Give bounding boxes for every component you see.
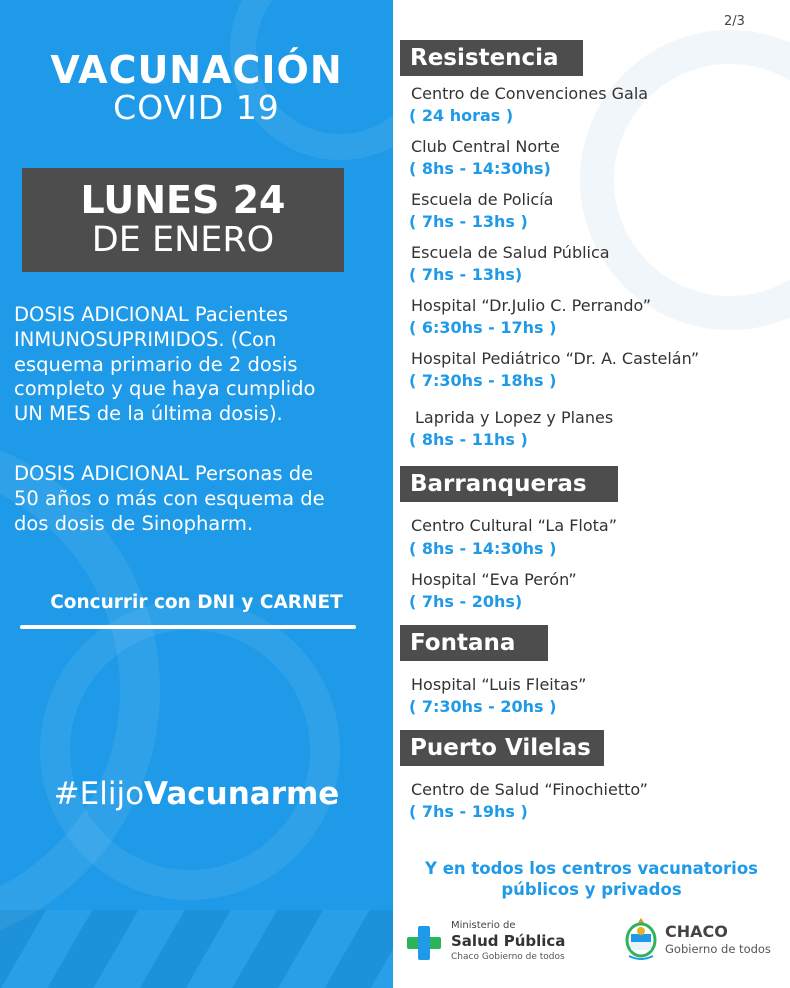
site-name: Escuela de Salud Pública <box>411 243 610 262</box>
footer-line: Y en todos los centros vacunatorios <box>425 859 758 878</box>
provincial-seal-icon <box>623 916 659 964</box>
paragraph-line: DOSIS ADICIONAL Personas de <box>14 462 314 485</box>
date-day: LUNES 24 <box>80 178 286 222</box>
decorative-ring <box>40 600 340 900</box>
gov-name: CHACO <box>665 922 728 941</box>
date-box <box>22 168 344 272</box>
ministry-logo <box>407 918 607 968</box>
ministry-line1: Ministerio de <box>451 920 516 931</box>
site-name: Club Central Norte <box>411 137 560 156</box>
site-hours: ( 7hs - 13hs) <box>409 265 523 284</box>
date-month: DE ENERO <box>91 220 275 260</box>
paragraph-line: completo y que haya cumplido <box>14 377 316 401</box>
hashtag <box>0 776 393 812</box>
site-hours: ( 7hs - 19hs ) <box>409 802 528 821</box>
footer-message <box>393 858 790 900</box>
site-name: Centro Cultural “La Flota” <box>411 516 618 535</box>
site-name: Laprida y Lopez y Planes <box>415 408 614 427</box>
site-hours: ( 6:30hs - 17hs ) <box>409 318 557 337</box>
site-hours: ( 7hs - 20hs) <box>409 592 523 611</box>
site-name: Centro de Convenciones Gala <box>411 84 649 103</box>
site-name: Escuela de Policía <box>411 190 554 209</box>
site-hours: ( 8hs - 14:30hs) <box>409 159 551 178</box>
site-name: Hospital “Eva Perón” <box>411 570 577 589</box>
decorative-stripes <box>0 910 393 988</box>
left-panel <box>0 0 393 988</box>
site-hours: ( 8hs - 11hs ) <box>409 430 528 449</box>
paragraph-line: 50 años o más con esquema de <box>14 486 325 510</box>
paragraph-line: DOSIS ADICIONAL Pacientes <box>14 303 289 326</box>
gov-tagline: Gobierno de todos <box>665 942 771 956</box>
city-header-resistencia: Resistencia <box>400 40 583 76</box>
ministry-line3: Chaco Gobierno de todos <box>451 952 565 962</box>
site-hours: ( 24 horas ) <box>409 106 514 125</box>
paragraph-line: dos dosis de Sinopharm. <box>14 511 254 535</box>
hashtag-prefix: #Elijo <box>53 776 145 812</box>
site-name: Hospital “Luis Fleitas” <box>411 675 587 694</box>
paragraph-line: UN MES de la última dosis). <box>14 402 283 426</box>
paragraph-line: INMUNOSUPRIMIDOS. (Con <box>14 327 277 351</box>
ministry-line2: Salud Pública <box>451 932 566 950</box>
additional-dose-over-50 <box>14 462 384 536</box>
campaign-subtitle: COVID 19 <box>113 88 280 127</box>
campaign-title: VACUNACIÓN <box>50 48 343 92</box>
site-name: Hospital “Dr.Julio C. Perrando” <box>411 296 652 315</box>
additional-dose-immunosuppressed <box>14 303 384 427</box>
city-header-barranqueras: Barranqueras <box>400 466 618 502</box>
site-hours: ( 8hs - 14:30hs ) <box>409 539 557 558</box>
site-name: Hospital Pediátrico “Dr. A. Castelán” <box>411 349 700 368</box>
site-hours: ( 7:30hs - 18hs ) <box>409 371 557 390</box>
decorative-ring <box>580 30 790 330</box>
site-name: Centro de Salud “Finochietto” <box>411 780 648 799</box>
footer-line: públicos y privados <box>501 880 682 899</box>
city-header-puerto-vilelas: Puerto Vilelas <box>400 730 604 766</box>
hashtag-bold: Vacunarme <box>144 776 340 812</box>
requirement-underline <box>20 625 356 629</box>
site-hours: ( 7:30hs - 20hs ) <box>409 697 557 716</box>
medical-cross-icon <box>407 926 441 960</box>
government-logo <box>623 916 783 968</box>
paragraph-line: esquema primario de 2 dosis <box>14 352 298 376</box>
right-panel <box>393 0 790 988</box>
site-hours: ( 7hs - 13hs ) <box>409 212 528 231</box>
requirement-text: Concurrir con DNI y CARNET <box>50 592 343 613</box>
city-header-fontana: Fontana <box>400 625 548 661</box>
page-indicator: 2/3 <box>724 14 745 29</box>
